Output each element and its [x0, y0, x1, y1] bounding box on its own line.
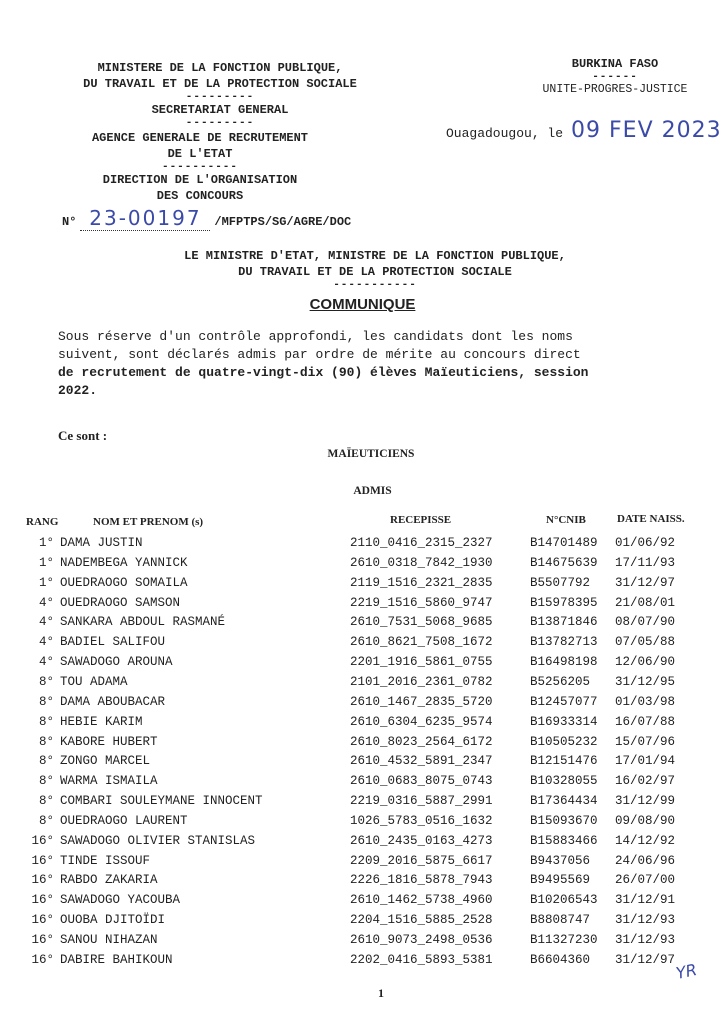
- table-row: [0, 873, 725, 893]
- intro-line-3: de recrutement de quatre-vingt-dix (90) élèves Maïeuticiens, session: [58, 365, 589, 380]
- receipt-cell: 2101_2016_2361_0782: [350, 674, 493, 689]
- table-row: [0, 814, 725, 834]
- name-cell: OUEDRAOGO SAMSON: [60, 595, 181, 610]
- birth-cell: 14/12/92: [615, 833, 676, 848]
- name-cell: WARMA ISMAILA: [60, 774, 158, 789]
- receipt-cell: 2201_1916_5861_0755: [350, 655, 493, 670]
- agency-line-1: AGENCE GENERALE DE RECRUTEMENT: [91, 131, 309, 145]
- receipt-cell: 2110_0416_2315_2327: [350, 536, 493, 550]
- separator: ---------: [185, 117, 255, 129]
- cnib-cell: B15093670: [530, 813, 598, 828]
- birth-cell: 16/02/97: [615, 774, 676, 789]
- header-name: NOM ET PRENOM (s): [93, 516, 204, 528]
- name-cell: TOU ADAMA: [60, 674, 128, 689]
- separator: ------: [592, 71, 638, 83]
- birth-cell: 12/06/90: [615, 655, 676, 670]
- name-cell: OUEDRAOGO LAURENT: [60, 813, 188, 828]
- rank-cell: 8°: [38, 734, 54, 749]
- name-cell: COMBARI SOULEYMANE INNOCENT: [60, 794, 263, 809]
- cnib-cell: B14675639: [530, 555, 598, 570]
- receipt-cell: 2204_1516_5885_2528: [350, 913, 493, 928]
- cnib-cell: B9437056: [530, 853, 591, 868]
- receipt-cell: 2610_8621_7508_1672: [350, 635, 493, 650]
- cnib-cell: B12457077: [530, 694, 598, 709]
- rank-cell: 16°: [31, 933, 54, 947]
- table-row: [0, 695, 725, 715]
- rank-cell: 1°: [38, 575, 54, 590]
- agency-header: [20, 130, 380, 204]
- table-row: [0, 715, 725, 735]
- separator: ---------: [185, 91, 255, 103]
- rank-cell: 8°: [38, 674, 54, 689]
- cnib-cell: B16933314: [530, 714, 598, 729]
- separator: ----------: [161, 161, 238, 173]
- cnib-cell: B12151476: [530, 754, 598, 769]
- receipt-cell: 2610_6304_6235_9574: [350, 714, 493, 729]
- authority-line-1: LE MINISTRE D'ETAT, MINISTRE DE LA FONCTION PUBLIQUE,: [184, 249, 566, 263]
- country-header: [530, 56, 700, 98]
- name-cell: DAMA JUSTIN: [60, 536, 143, 550]
- rank-cell: 4°: [38, 635, 54, 650]
- receipt-cell: 2226_1816_5878_7943: [350, 873, 493, 888]
- name-cell: TINDE ISSOUF: [60, 853, 151, 868]
- receipt-cell: 2219_1516_5860_9747: [350, 595, 493, 610]
- rank-cell: 8°: [38, 813, 54, 828]
- ministry-line-1: MINISTERE DE LA FONCTION PUBLIQUE,: [97, 61, 343, 75]
- header-birth: DATE NAISS.: [617, 513, 685, 525]
- country-motto: UNITE-PROGRES-JUSTICE: [542, 83, 688, 96]
- cnib-cell: B13782713: [530, 635, 598, 650]
- birth-cell: 01/06/92: [615, 536, 676, 550]
- birth-cell: 07/05/88: [615, 635, 676, 650]
- birth-cell: 17/01/94: [615, 754, 676, 769]
- rank-cell: 8°: [38, 774, 54, 789]
- cnib-cell: B5507792: [530, 575, 591, 590]
- birth-cell: 31/12/97: [615, 575, 676, 590]
- table-row: [0, 735, 725, 755]
- table-row: [0, 953, 725, 973]
- table-row: [0, 834, 725, 854]
- rank-cell: 8°: [38, 714, 54, 729]
- rank-cell: 16°: [31, 893, 54, 908]
- rank-cell: 16°: [31, 913, 54, 928]
- ce-sont-label: Ce sont :: [58, 428, 108, 443]
- table-row: [0, 596, 725, 616]
- cnib-cell: B14701489: [530, 536, 598, 550]
- birth-cell: 31/12/91: [615, 893, 676, 908]
- header-rank: RANG: [26, 516, 59, 528]
- reference-suffix: /MFPTPS/SG/AGRE/DOC: [214, 215, 352, 229]
- name-cell: BADIEL SALIFOU: [60, 635, 166, 650]
- cnib-cell: B8808747: [530, 913, 591, 928]
- table-row: [0, 556, 725, 576]
- name-cell: DAMA ABOUBACAR: [60, 694, 166, 709]
- birth-cell: 15/07/96: [615, 734, 676, 749]
- rank-cell: 16°: [31, 833, 54, 848]
- cnib-cell: B16498198: [530, 655, 598, 670]
- place-date: [446, 118, 722, 143]
- table-row: [0, 754, 725, 774]
- handwritten-initials: YR: [674, 960, 699, 983]
- receipt-cell: 2202_0416_5893_5381: [350, 952, 493, 967]
- cnib-cell: B5256205: [530, 674, 591, 689]
- birth-cell: 16/07/88: [615, 714, 676, 729]
- intro-line-1: Sous réserve d'un contrôle approfondi, les candidats dont les noms: [58, 329, 573, 344]
- header-cnib: N°CNIB: [546, 514, 586, 526]
- receipt-cell: 2610_1462_5738_4960: [350, 893, 493, 908]
- authority-line-2: DU TRAVAIL ET DE LA PROTECTION SOCIALE: [238, 265, 512, 279]
- name-cell: RABDO ZAKARIA: [60, 873, 158, 888]
- ministry-line-2: DU TRAVAIL ET DE LA PROTECTION SOCIALE: [83, 77, 357, 91]
- rank-cell: 8°: [38, 694, 54, 709]
- direction-line-2: DES CONCOURS: [156, 189, 244, 203]
- table-row: [0, 536, 725, 556]
- name-cell: SAWADOGO OLIVIER STANISLAS: [60, 833, 256, 848]
- cnib-cell: B9495569: [530, 873, 591, 888]
- name-cell: OUEDRAOGO SOMAILA: [60, 575, 188, 590]
- date-stamp: 09 FEV 2023: [571, 118, 722, 143]
- table-row: [0, 655, 725, 675]
- receipt-cell: 2209_2016_5875_6617: [350, 853, 493, 868]
- rank-cell: 16°: [31, 853, 54, 868]
- direction-line-1: DIRECTION DE L'ORGANISATION: [102, 173, 298, 187]
- separator: -----------: [333, 279, 417, 291]
- cnib-cell: B13871846: [530, 615, 598, 630]
- name-cell: SAWADOGO AROUNA: [60, 655, 173, 670]
- name-cell: SANKARA ABDOUL RASMANÉ: [60, 615, 226, 630]
- name-cell: KABORE HUBERT: [60, 734, 158, 749]
- receipt-cell: 2610_0318_7842_1930: [350, 555, 493, 570]
- birth-cell: 17/11/93: [615, 555, 676, 570]
- name-cell: SAWADOGO YACOUBA: [60, 893, 181, 908]
- receipt-cell: 2610_9073_2498_0536: [350, 933, 493, 947]
- rank-cell: 8°: [38, 754, 54, 769]
- cnib-cell: B6604360: [530, 952, 591, 967]
- reference-number: [62, 206, 482, 231]
- table-row: [0, 615, 725, 635]
- birth-cell: 24/06/96: [615, 853, 676, 868]
- name-cell: ZONGO MARCEL: [60, 754, 151, 769]
- rank-cell: 16°: [31, 873, 54, 888]
- rank-cell: 1°: [38, 555, 54, 570]
- name-cell: DABIRE BAHIKOUN: [60, 952, 173, 967]
- birth-cell: 31/12/95: [615, 674, 676, 689]
- birth-cell: 01/03/98: [615, 694, 676, 709]
- reference-value: 23-00197: [80, 206, 210, 231]
- table-row: [0, 774, 725, 794]
- name-cell: SANOU NIHAZAN: [60, 933, 158, 947]
- rank-cell: 8°: [38, 794, 54, 809]
- page-number: 1: [378, 986, 384, 1000]
- cnib-cell: B10328055: [530, 774, 598, 789]
- table-row: [0, 794, 725, 814]
- rank-cell: 16°: [31, 952, 54, 967]
- cnib-cell: B15883466: [530, 833, 598, 848]
- place-prefix: Ouagadougou, le: [446, 126, 564, 141]
- intro-line-2: suivent, sont déclarés admis par ordre de mérite au concours direct: [58, 347, 581, 362]
- rank-cell: 4°: [38, 595, 54, 610]
- rank-cell: 4°: [38, 655, 54, 670]
- intro-paragraph: [58, 328, 698, 400]
- name-cell: HEBIE KARIM: [60, 714, 143, 729]
- ministry-header: [40, 60, 400, 128]
- table-header: [0, 512, 725, 530]
- birth-cell: 26/07/00: [615, 873, 676, 888]
- section-title: MAÏEUTICIENS: [327, 448, 415, 460]
- birth-cell: 21/08/01: [615, 595, 676, 610]
- agency-line-2: DE L'ETAT: [167, 147, 233, 161]
- cnib-cell: B15978395: [530, 595, 598, 610]
- birth-cell: 31/12/93: [615, 933, 676, 947]
- rank-cell: 4°: [38, 615, 54, 630]
- reference-label: N°: [62, 215, 77, 229]
- receipt-cell: 2219_0316_5887_2991: [350, 794, 493, 809]
- receipt-cell: 1026_5783_0516_1632: [350, 813, 493, 828]
- country-name: BURKINA FASO: [571, 57, 659, 71]
- table-row: [0, 576, 725, 596]
- receipt-cell: 2610_2435_0163_4273: [350, 833, 493, 848]
- table-row: [0, 854, 725, 874]
- birth-cell: 31/12/93: [615, 913, 676, 928]
- document-title: COMMUNIQUE: [309, 296, 416, 313]
- cnib-cell: B10206543: [530, 893, 598, 908]
- receipt-cell: 2610_4532_5891_2347: [350, 754, 493, 769]
- cnib-cell: B10505232: [530, 734, 598, 749]
- table-row: [0, 893, 725, 913]
- birth-cell: 31/12/97: [615, 952, 676, 967]
- birth-cell: 09/08/90: [615, 813, 676, 828]
- table-row: [0, 675, 725, 695]
- receipt-cell: 2119_1516_2321_2835: [350, 575, 493, 590]
- table-row: [0, 913, 725, 933]
- secretariat-general: SECRETARIAT GENERAL: [151, 103, 289, 117]
- name-cell: NADEMBEGA YANNICK: [60, 555, 188, 570]
- authority-header: [80, 248, 670, 290]
- receipt-cell: 2610_1467_2835_5720: [350, 694, 493, 709]
- receipt-cell: 2610_7531_5068_9685: [350, 615, 493, 630]
- rank-cell: 1°: [38, 536, 54, 550]
- table-row: [0, 635, 725, 655]
- birth-cell: 31/12/99: [615, 794, 676, 809]
- cnib-cell: B11327230: [530, 933, 598, 947]
- receipt-cell: 2610_0683_8075_0743: [350, 774, 493, 789]
- intro-line-4: 2022.: [58, 383, 98, 398]
- table-row: [0, 933, 725, 953]
- receipt-cell: 2610_8023_2564_6172: [350, 734, 493, 749]
- name-cell: OUOBA DJITOÏDI: [60, 913, 166, 928]
- birth-cell: 08/07/90: [615, 615, 676, 630]
- header-receipt: RECEPISSE: [390, 514, 452, 526]
- cnib-cell: B17364434: [530, 794, 598, 809]
- subsection-title: ADMIS: [353, 485, 392, 497]
